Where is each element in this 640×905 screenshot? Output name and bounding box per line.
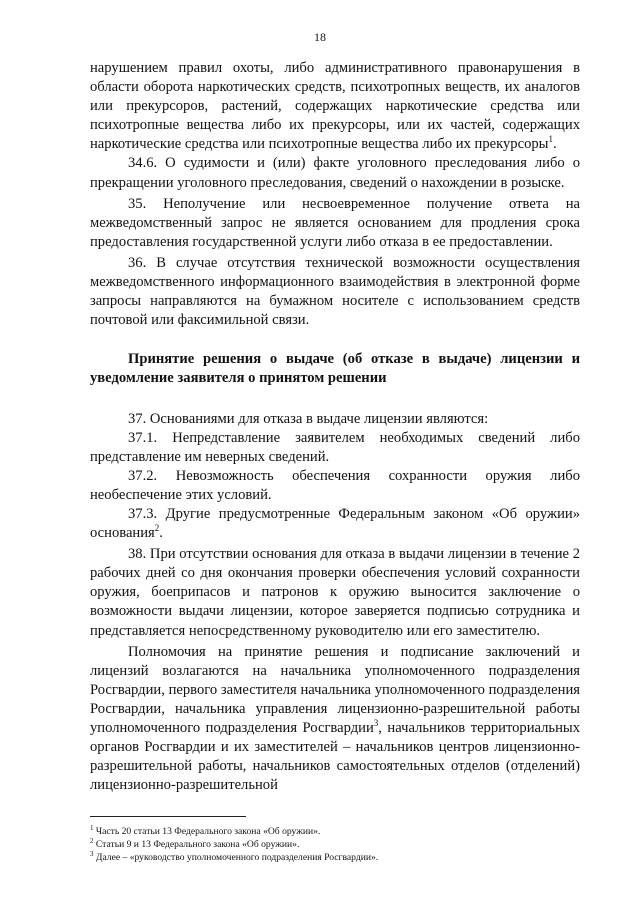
footnote-1 — [90, 825, 580, 838]
paragraph-34-5-continuation — [90, 59, 580, 154]
footnote-text: Часть 20 статьи 13 Федерального закона «Об оружии». — [95, 826, 321, 837]
footnote-2 — [90, 838, 580, 851]
paragraph-37-2: 37.2. Невозможность обеспечения сохранности оружия либо необеспечение этих условий. — [90, 467, 580, 503]
footnote-mark: 1 — [90, 824, 94, 832]
paragraph-text: нарушением правил охоты, либо административного правонарушения в области оборота наркотических средств, психотропных веществ, их аналогов или прекурсоров, растений, содержащих наркотические средства или психотропные вещества либо их прекурсоры, или их частей, содержащих наркотические средства или психотропные вещества либо их прекурсоры — [90, 60, 580, 153]
document-body — [90, 59, 580, 795]
paragraph-text: 37.3. Другие предусмотренные Федеральным законом «Об оружии» основания — [90, 505, 580, 542]
footnote-divider — [90, 816, 246, 817]
footnote-text: Далее – «руководство уполномоченного подразделения Росгвардии». — [95, 852, 379, 863]
paragraph-period: . — [552, 136, 557, 153]
footnote-ref-3: 3 — [373, 718, 379, 728]
paragraph-34-6: 34.6. О судимости и (или) факте уголовного преследования либо о прекращении уголовного преследования, сведений о нахождении в розыске. — [90, 155, 580, 191]
paragraph-period: . — [159, 525, 163, 542]
paragraph-authority — [90, 643, 580, 796]
footnote-text: Статьи 9 и 13 Федерального закона «Об оружии». — [95, 839, 300, 850]
footnote-mark: 2 — [90, 837, 94, 845]
paragraph-37: 37. Основаниями для отказа в выдаче лицензии являются: — [128, 410, 489, 427]
footnote-mark: 3 — [90, 850, 94, 858]
page-number: 18 — [314, 30, 326, 44]
paragraph-36: 36. В случае отсутствия технической возможности осуществления межведомственного информационного взаимодействия в электронной форме запросы направляются на бумажном носителе с использованием средств почтовой или факсимильной связи. — [90, 254, 580, 329]
section-heading: Принятие решения о выдаче (об отказе в выдаче) лицензии и уведомление заявителя о принятом решении — [90, 351, 580, 387]
paragraph-text: Полномочия на принятие решения и подписание заключений и лицензий возлагаются на начальника уполномоченного подразделения Росгвардии, первого заместителя начальника уполномоченного подразделения Росгвардии, начальника управления лицензионно-разрешительной работы уполномоченного подразделения Росгвардии — [90, 643, 580, 736]
paragraph-35: 35. Неполучение или несвоевременное получение ответа на межведомственный запрос не является основанием для продления срока предоставления государственной услуги либо отказа в ее предоставлении. — [90, 195, 580, 250]
paragraph-38: 38. При отсутствии основания для отказа в выдачи лицензии в течение 2 рабочих дней со дня окончания проверки обеспечения условий сохранности оружия, боеприпасов и патронов к оружию выносится заключение о возможности выдачи лицензии, которое заверяется подписью сотрудника и представляется непосредственному руководителю или его заместителю. — [90, 546, 580, 639]
footnote-3 — [90, 851, 580, 864]
paragraph-37-1: 37.1. Непредставление заявителем необходимых сведений либо представление им неверных сведений. — [90, 429, 580, 465]
footnote-ref-2: 2 — [154, 523, 160, 534]
footnotes — [90, 825, 580, 864]
paragraph-text-continued: , начальников территориальных органов Росгвардии и их заместителей – начальников центров лицензионно-разрешительной работы, начальников самостоятельных отделов (отделений) лицензионно-разрешительной — [90, 720, 580, 794]
footnote-ref-1: 1 — [548, 134, 553, 145]
paragraph-37-3 — [90, 505, 580, 543]
